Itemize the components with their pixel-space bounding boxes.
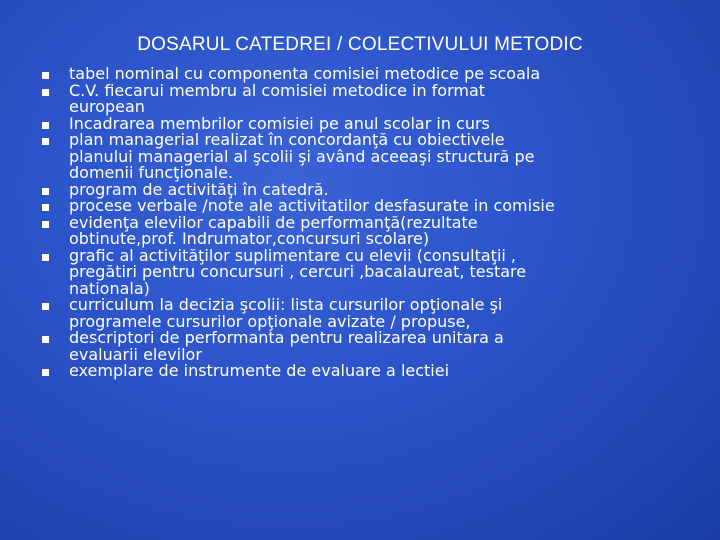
square-bullet-icon	[42, 89, 49, 96]
square-bullet-icon	[42, 221, 49, 228]
list-item	[42, 132, 687, 182]
list-item-text: procese verbale /note ale activitatilor desfasurate in comisie	[69, 196, 555, 215]
list-item-text: program de activităţi în catedră.	[69, 179, 329, 199]
list-item-text: exemplare de instrumente de evaluare a lectiei	[69, 361, 450, 380]
square-bullet-icon	[42, 122, 49, 129]
slide-title: DOSARUL CATEDREI / COLECTIVULUI METODIC	[137, 34, 583, 55]
list-item	[42, 212, 687, 248]
square-bullet-icon	[42, 204, 49, 211]
list-item-text: evidenţa elevilor capabili de performanţă(rezultate obtinute,prof. Indrumator,concursuri scolare)	[69, 212, 478, 248]
square-bullet-icon	[42, 336, 49, 343]
list-item-text: grafic al activităţilor suplimentare cu elevii (consultaţii , pregătiri pentru concursuri , cercuri ,bacalaureat, testare nationala)	[69, 245, 527, 298]
list-item	[42, 363, 687, 380]
list-item-text: Incadrarea membrilor comisiei pe anul scolar in curs	[69, 113, 490, 133]
square-bullet-icon	[42, 254, 49, 261]
square-bullet-icon	[42, 303, 49, 310]
list-item-text: plan managerial realizat în concordanţă cu obiectivele planului managerial al şcolii şi având aceeaşi structură pe domenii funcţionale.	[69, 130, 535, 182]
square-bullet-icon	[42, 72, 49, 79]
list-item	[42, 80, 687, 116]
list-item	[42, 330, 687, 363]
square-bullet-icon	[42, 369, 49, 376]
list-item	[42, 245, 687, 298]
square-bullet-icon	[42, 138, 49, 145]
list-item	[42, 297, 687, 330]
bullet-list	[42, 66, 687, 380]
list-item-text: tabel nominal cu componenta comisiei metodice pe scoala	[69, 64, 541, 83]
list-item-text: curriculum la decizia şcolii: lista cursurilor opţionale şi programele cursurilor opţionale avizate / propuse,	[69, 295, 503, 331]
list-item-text: descriptori de performanta pentru realizarea unitara a evaluarii elevilor	[69, 328, 504, 364]
list-item-text: C.V. fiecarui membru al comisiei metodice in format european	[69, 80, 486, 116]
square-bullet-icon	[42, 188, 49, 195]
